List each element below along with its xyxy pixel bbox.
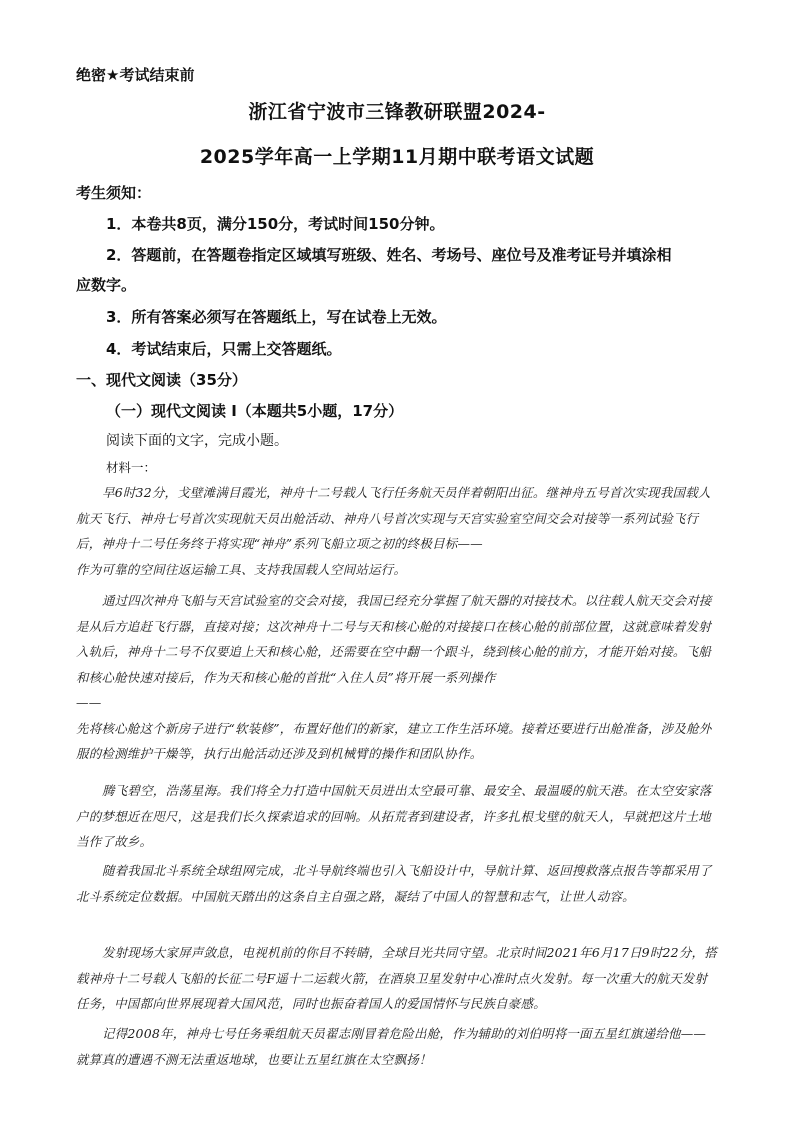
paragraph-2-dash: ——	[76, 695, 102, 710]
paragraph-1-cont: 作为可靠的空间往返运输工具、支持我国载人空间站运行。	[76, 561, 407, 577]
notice-item-1: 1．本卷共8页，满分150分，考试时间150分钟。	[106, 215, 445, 233]
paragraph-3-text: 腾飞碧空，浩荡星海。我们将全力打造中国航天员进出太空最可靠、最安全、最温暖的航天港。在太空安家落户的梦想近在咫尺，这是我们长久探索追求的回响。从拓荒者到建设者，许多扎根戈壁的航天人，早就把这片土地当作了故乡。	[76, 783, 712, 849]
paragraph-1	[76, 480, 718, 582]
paragraph-2-cont: 先将核心舱这个新房子进行“软装修”，布置好他们的新家，建立工作生活环境。接着还要进行出舱准备，涉及舱外服的检测维护干燥等，执行出舱活动还涉及到机械臂的操作和团队协作。	[76, 720, 712, 761]
notice-heading: 考生须知：	[76, 184, 152, 202]
paragraph-5	[76, 940, 718, 1017]
notice-item-2: 2．答题前，在答题卷指定区域填写班级、姓名、考场号、座位号及准考证号并填涂相	[106, 246, 672, 264]
confidential-label: 绝密★考试结束前	[76, 66, 195, 84]
notice-item-4: 4．考试结束后，只需上交答题纸。	[106, 340, 342, 358]
instruction-text: 阅读下面的文字，完成小题。	[106, 433, 288, 449]
material-label: 材料一：	[106, 460, 157, 475]
notice-item-2-cont: 应数字。	[76, 276, 137, 294]
paragraph-6-text: 记得2008年，神舟七号任务乘组航天员翟志刚冒着危险出舱，作为辅助的刘伯明将一面五星红旗递给他——就算真的遭遇不测无法重返地球，也要让五星红旗在太空飘扬！	[76, 1026, 707, 1067]
title-line-1: 浙江省宁波市三锋教研联盟2024-	[248, 101, 546, 123]
notice-item-3: 3．所有答案必须写在答题纸上，写在试卷上无效。	[106, 308, 447, 326]
title-line-2: 2025学年高一上学期11月期中联考语文试题	[199, 146, 595, 168]
paragraph-4-text: 随着我国北斗系统全球组网完成，北斗导航终端也引入飞船设计中，导航计算、返回搜救落点报告等都采用了北斗系统定位数据。中国航天踏出的这条自主自强之路，凝结了中国人的智慧和志气，让世人动容。	[76, 863, 712, 904]
paragraph-3	[76, 778, 718, 855]
paragraph-5-text: 发射现场大家屏声敛息，电视机前的你目不转睛，全球目光共同守望。北京时间2021年6月17日9时22分，搭载神舟十二号载人飞船的长征二号F遥十二运载火箭，在酒泉卫星发射中心准时点火发射。每一次重大的航天发射任务，中国都向世界展现着大国风范，同时也振奋着国人的爱国情怀与民族自豪感。	[76, 945, 717, 1011]
paragraph-2	[76, 588, 718, 767]
paragraph-4	[76, 858, 718, 909]
subsection-heading: （一）现代文阅读 I（本题共5小题，17分）	[106, 402, 404, 420]
paragraph-2-text: 通过四次神舟飞船与天宫试验室的交会对接，我国已经充分掌握了航天器的对接技术。以往载人航天交会对接是从后方追赶飞行器，直接对接；这次神舟十二号与天和核心舱的对接接口在核心舱的前部位置，这就意味着发射入轨后，神舟十二号不仅要追上天和核心舱，还需要在空中翻一个跟斗，绕到核心舱的前方，才能开始对接。飞船和核心舱快速对接后，作为天和核心舱的首批“入住人员”将开展一系列操作	[76, 593, 712, 685]
paragraph-6	[76, 1021, 718, 1072]
paragraph-1-text: 早6时32分，戈壁滩满目霞光，神舟十二号载人飞行任务航天员伴着朝阳出征。继神舟五号首次实现我国载人航天飞行、神舟七号首次实现航天员出舱活动、神舟八号首次实现与天宫实验室空间交会对接等一系列试验飞行后，神舟十二号任务终于将实现“神舟”系列飞船立项之初的终极目标——	[76, 485, 711, 551]
section-heading: 一、现代文阅读（35分）	[76, 371, 247, 389]
